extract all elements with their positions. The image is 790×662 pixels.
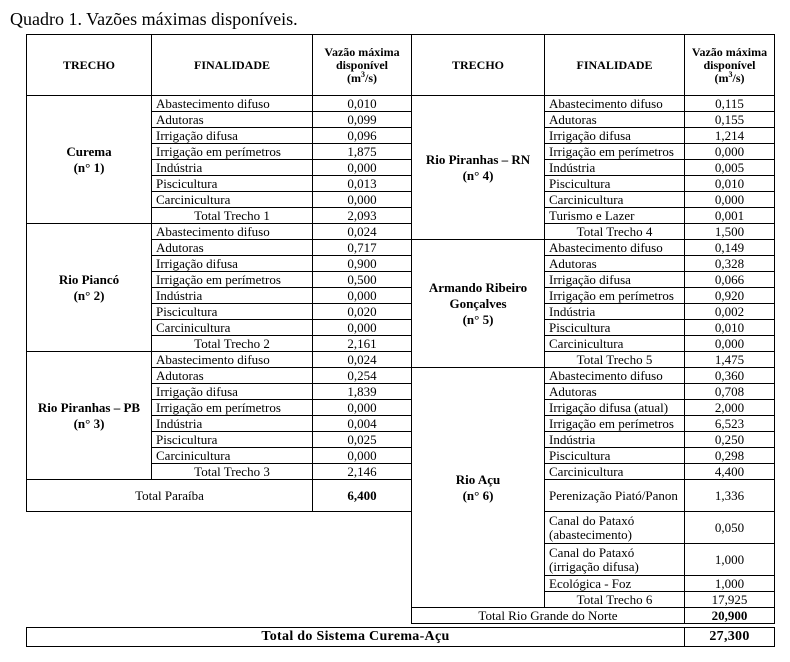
trecho-name: Rio Açu — [455, 471, 501, 487]
vazao-cell: 0,000 — [313, 320, 412, 336]
vazao-cell: 0,000 — [685, 336, 775, 352]
subtotal-label: Total Trecho 3 — [152, 464, 313, 480]
trecho-number: (n° 1) — [73, 159, 105, 175]
finalidade-cell: Irrigação em perímetros — [152, 144, 313, 160]
vazao-cell: 2,000 — [685, 400, 775, 416]
finalidade-cell: Irrigação difusa — [545, 272, 685, 288]
finalidade-cell: Irrigação difusa — [545, 128, 685, 144]
subtotal-value: 2,161 — [313, 336, 412, 352]
table-row — [412, 368, 775, 384]
subtotal-label: Total Trecho 5 — [545, 352, 685, 368]
header-trecho: TRECHO — [27, 35, 152, 96]
trecho-name: Curema — [66, 143, 112, 159]
vazao-cell: 0,002 — [685, 304, 775, 320]
vazao-cell: 6,523 — [685, 416, 775, 432]
subtotal-value: 1,475 — [685, 352, 775, 368]
subtotal-label: Total Trecho 2 — [152, 336, 313, 352]
total-paraiba-row — [27, 480, 412, 512]
header-finalidade: FINALIDADE — [545, 35, 685, 96]
finalidade-cell: Adutoras — [545, 256, 685, 272]
finalidade-cell: Piscicultura — [545, 448, 685, 464]
vazao-cell: 0,005 — [685, 160, 775, 176]
vazao-cell: 1,839 — [313, 384, 412, 400]
table-caption: Quadro 1. Vazões máximas disponíveis. — [10, 9, 298, 29]
finalidade-cell: Irrigação difusa — [152, 256, 313, 272]
total-rn-value: 20,900 — [685, 608, 775, 624]
vazao-cell: 0,066 — [685, 272, 775, 288]
vazao-cell: 0,050 — [685, 512, 775, 544]
finalidade-cell: Abastecimento difuso — [545, 240, 685, 256]
finalidade-cell: Abastecimento difuso — [152, 352, 313, 368]
vazao-cell: 0,500 — [313, 272, 412, 288]
vazao-cell: 0,920 — [685, 288, 775, 304]
vazao-cell: 1,000 — [685, 544, 775, 576]
total-rn-label: Total Rio Grande do Norte — [412, 608, 685, 624]
vazao-cell: 0,000 — [313, 288, 412, 304]
vazao-cell: 0,010 — [685, 320, 775, 336]
total-rn-row — [412, 608, 775, 624]
finalidade-cell: Abastecimento difuso — [152, 224, 313, 240]
finalidade-cell: Piscicultura — [545, 320, 685, 336]
left-table — [26, 34, 412, 512]
vazao-cell: 0,115 — [685, 96, 775, 112]
subtotal-value: 17,925 — [685, 592, 775, 608]
vazao-cell: 1,214 — [685, 128, 775, 144]
finalidade-cell: Indústria — [545, 160, 685, 176]
trecho-number: (n° 5) — [462, 311, 494, 327]
vazao-cell: 0,024 — [313, 224, 412, 240]
vazao-cell: 0,000 — [685, 192, 775, 208]
grand-total-label: Total do Sistema Curema-Açu — [27, 628, 685, 647]
vazao-cell: 0,099 — [313, 112, 412, 128]
finalidade-cell: Carcinicultura — [545, 336, 685, 352]
trecho-cell — [27, 224, 152, 352]
subtotal-label: Total Trecho 6 — [545, 592, 685, 608]
vazao-cell: 0,000 — [313, 400, 412, 416]
finalidade-cell: Indústria — [545, 432, 685, 448]
finalidade-cell: Abastecimento difuso — [545, 368, 685, 384]
header-row — [412, 35, 775, 96]
finalidade-cell: Ecológica - Foz — [545, 576, 685, 592]
finalidade-cell: Indústria — [152, 160, 313, 176]
vazao-cell: 0,328 — [685, 256, 775, 272]
vazao-cell: 0,013 — [313, 176, 412, 192]
finalidade-cell: Piscicultura — [152, 176, 313, 192]
trecho-cell — [412, 240, 545, 368]
finalidade-cell: Perenização Piató/Panon — [545, 480, 685, 512]
trecho-name: Rio Piranhas – PB — [37, 399, 141, 415]
finalidade-cell: Carcinicultura — [152, 320, 313, 336]
finalidade-cell: Adutoras — [545, 112, 685, 128]
finalidade-cell: Canal do Pataxó (irrigação difusa) — [545, 544, 685, 576]
grand-total-table — [26, 627, 775, 647]
finalidade-cell: Irrigação em perímetros — [545, 416, 685, 432]
vazao-cell: 0,360 — [685, 368, 775, 384]
header-trecho: TRECHO — [412, 35, 545, 96]
table-row — [412, 240, 775, 256]
vazao-cell: 0,900 — [313, 256, 412, 272]
subtotal-value: 2,146 — [313, 464, 412, 480]
vazao-cell: 0,708 — [685, 384, 775, 400]
grand-total-row — [27, 628, 775, 647]
trecho-cell — [412, 96, 545, 240]
vazao-cell: 0,000 — [313, 192, 412, 208]
finalidade-cell: Adutoras — [152, 368, 313, 384]
subtotal-value: 1,500 — [685, 224, 775, 240]
finalidade-cell: Irrigação difusa (atual) — [545, 400, 685, 416]
finalidade-cell: Abastecimento difuso — [545, 96, 685, 112]
vazao-cell: 0,000 — [685, 144, 775, 160]
trecho-cell — [412, 368, 545, 608]
header-finalidade: FINALIDADE — [152, 35, 313, 96]
table-row — [27, 352, 412, 368]
header-row — [27, 35, 412, 96]
grand-total-value: 27,300 — [685, 628, 775, 647]
vazao-cell: 1,000 — [685, 576, 775, 592]
vazao-cell: 1,875 — [313, 144, 412, 160]
finalidade-cell: Indústria — [545, 304, 685, 320]
finalidade-cell: Adutoras — [545, 384, 685, 400]
table-row — [27, 224, 412, 240]
vazao-cell: 0,024 — [313, 352, 412, 368]
finalidade-cell: Irrigação em perímetros — [545, 288, 685, 304]
finalidade-cell: Irrigação difusa — [152, 384, 313, 400]
trecho-name: Rio Piranhas – RN — [425, 151, 531, 167]
finalidade-cell: Irrigação em perímetros — [545, 144, 685, 160]
vazao-cell: 0,096 — [313, 128, 412, 144]
finalidade-cell: Adutoras — [152, 240, 313, 256]
trecho-number: (n° 2) — [73, 287, 105, 303]
vazao-cell: 0,298 — [685, 448, 775, 464]
right-table — [411, 34, 775, 624]
finalidade-cell: Indústria — [152, 288, 313, 304]
vazao-cell: 0,001 — [685, 208, 775, 224]
vazao-cell: 0,025 — [313, 432, 412, 448]
vazao-cell: 0,000 — [313, 160, 412, 176]
table-row — [412, 96, 775, 112]
finalidade-cell: Piscicultura — [545, 176, 685, 192]
total-paraiba-label: Total Paraíba — [27, 480, 313, 512]
trecho-number: (n° 6) — [462, 487, 494, 503]
trecho-cell — [27, 96, 152, 224]
finalidade-cell: Carcinicultura — [545, 464, 685, 480]
finalidade-cell: Abastecimento difuso — [152, 96, 313, 112]
vazao-cell: 0,149 — [685, 240, 775, 256]
finalidade-cell: Canal do Pataxó (abastecimento) — [545, 512, 685, 544]
trecho-number: (n° 4) — [462, 167, 494, 183]
vazao-cell: 0,020 — [313, 304, 412, 320]
subtotal-label: Total Trecho 4 — [545, 224, 685, 240]
vazao-cell: 0,000 — [313, 448, 412, 464]
trecho-name: Armando Ribeiro Gonçalves — [428, 279, 528, 311]
table-row — [27, 96, 412, 112]
vazao-cell: 0,004 — [313, 416, 412, 432]
subtotal-label: Total Trecho 1 — [152, 208, 313, 224]
finalidade-cell: Piscicultura — [152, 304, 313, 320]
vazao-cell: 0,155 — [685, 112, 775, 128]
vazao-cell: 0,010 — [313, 96, 412, 112]
header-vazao: Vazão máxima disponível $(m^3/s)$ — [313, 35, 412, 96]
finalidade-cell: Adutoras — [152, 112, 313, 128]
finalidade-cell: Carcinicultura — [545, 192, 685, 208]
finalidade-cell: Irrigação em perímetros — [152, 400, 313, 416]
vazao-cell: 4,400 — [685, 464, 775, 480]
finalidade-cell: Carcinicultura — [152, 448, 313, 464]
finalidade-cell: Irrigação difusa — [152, 128, 313, 144]
vazao-cell: 0,254 — [313, 368, 412, 384]
total-paraiba-value: 6,400 — [313, 480, 412, 512]
vazao-cell: 0,717 — [313, 240, 412, 256]
trecho-number: (n° 3) — [73, 415, 105, 431]
finalidade-cell: Carcinicultura — [152, 192, 313, 208]
finalidade-cell: Piscicultura — [152, 432, 313, 448]
finalidade-cell: Irrigação em perímetros — [152, 272, 313, 288]
vazao-cell: 1,336 — [685, 480, 775, 512]
finalidade-cell: Turismo e Lazer — [545, 208, 685, 224]
trecho-name: Rio Piancó — [58, 271, 120, 287]
header-vazao: Vazão máxima disponível $(m^3/s)$ — [685, 35, 775, 96]
vazao-cell: 0,010 — [685, 176, 775, 192]
subtotal-value: 2,093 — [313, 208, 412, 224]
vazao-cell: 0,250 — [685, 432, 775, 448]
trecho-cell — [27, 352, 152, 480]
finalidade-cell: Indústria — [152, 416, 313, 432]
